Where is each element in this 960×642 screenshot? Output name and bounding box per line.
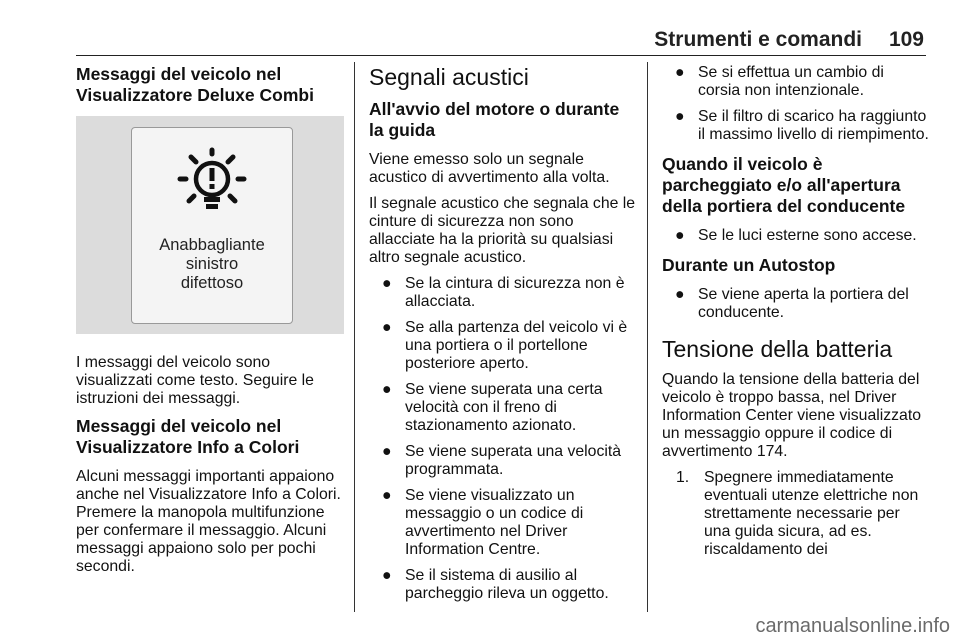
list-item: ● Se si effettua un cambio di corsia non intenzionale. <box>675 64 884 99</box>
list-item: ● Se viene superata una certa velocità con il freno di stazionamento azionato. <box>382 381 603 434</box>
paragraph: I messaggi del veicolo sono visualizzati come testo. Seguire le istruzioni dei messaggi. <box>76 354 314 407</box>
bullet-icon: ● <box>382 443 392 460</box>
list-item: ● Se il filtro di scarico ha raggiunto il massimo livello di riempimento. <box>675 108 929 143</box>
list-item: ● Se viene superata una velocità programmata. <box>382 443 622 478</box>
heading-info-colori: Messaggi del veicolo nel Visualizzatore Info a Colori <box>76 416 300 457</box>
list-item: ● Se le luci esterne sono accese. <box>675 227 917 244</box>
section-title: Strumenti e comandi <box>654 28 862 51</box>
list-item: ● Se viene visualizzato un messaggio o un codice di avvertimento nel Driver Information Centre. <box>382 487 584 558</box>
display-figure <box>76 116 344 334</box>
watermark: carmanualsonline.info <box>755 615 950 637</box>
bulb-warning-icon <box>177 144 247 222</box>
display-message: Anabbagliante sinistro difettoso <box>159 236 265 292</box>
subheading-avvio: All'avvio del motore o durante la guida <box>369 99 620 140</box>
bullet-icon: ● <box>675 108 685 125</box>
heading-parked: Quando il veicolo è parcheggiato e/o all'apertura della portiera del conducente <box>662 154 906 216</box>
numbered-list <box>662 469 930 559</box>
paragraph: Alcuni messaggi importanti appaiono anche nel Visualizzatore Info a Colori. Premere la manopola multifunzione per confermare il messaggio. Alcuni messaggi appaiono solo per pochi secondi. <box>76 468 341 575</box>
bullet-list <box>662 286 930 322</box>
page-header <box>0 0 960 54</box>
list-item: ● Se la cintura di sicurezza non è allacciata. <box>382 275 625 310</box>
column-left <box>76 64 344 584</box>
column-divider <box>354 62 355 612</box>
bullet-list <box>662 64 930 144</box>
bullet-list <box>662 227 930 245</box>
bullet-icon: ● <box>382 567 392 584</box>
bullet-list <box>369 275 637 603</box>
list-item: 1. Spegnere immediatamente eventuali utenze elettriche non strettamente necessarie per una guida sicura, ad es. riscaldamento dei <box>676 469 919 558</box>
heading-deluxe-combi: Messaggi del veicolo nel Visualizzatore Deluxe Combi <box>76 64 314 105</box>
column-right <box>662 64 930 559</box>
heading-autostop: Durante un Autostop <box>662 255 836 275</box>
section-title-batteria: Tensione della batteria <box>662 336 893 362</box>
list-item: ● Se viene aperta la portiera del conducente. <box>675 286 909 321</box>
step-number: 1. <box>676 469 690 486</box>
paragraph: Quando la tensione della batteria del veicolo è troppo bassa, nel Driver Information Center viene visualizzato un messaggio oppure il codice di avvertimento 174. <box>662 371 922 460</box>
column-divider <box>647 62 648 612</box>
bullet-icon: ● <box>382 381 392 398</box>
header-rule <box>76 55 926 56</box>
column-middle <box>369 64 637 613</box>
bullet-icon: ● <box>675 286 685 303</box>
bullet-icon: ● <box>382 487 392 504</box>
paragraph: Viene emesso solo un segnale acustico di avvertimento alla volta. <box>369 151 610 186</box>
page-number: 109 <box>888 28 924 51</box>
bullet-icon: ● <box>675 64 685 81</box>
section-title-segnali: Segnali acustici <box>369 64 529 90</box>
list-item: ● Se alla partenza del veicolo vi è una portiera o il portellone posteriore aperto. <box>382 319 628 372</box>
paragraph: Il segnale acustico che segnala che le cinture di sicurezza non sono allacciate ha la priorità su qualsiasi altro segnale acustico. <box>369 195 636 266</box>
list-item: ● Se il sistema di ausilio al parcheggio rileva un oggetto. <box>382 567 609 602</box>
bullet-icon: ● <box>382 319 392 336</box>
display-screen <box>131 127 293 324</box>
bullet-icon: ● <box>675 227 685 244</box>
bullet-icon: ● <box>382 275 392 292</box>
